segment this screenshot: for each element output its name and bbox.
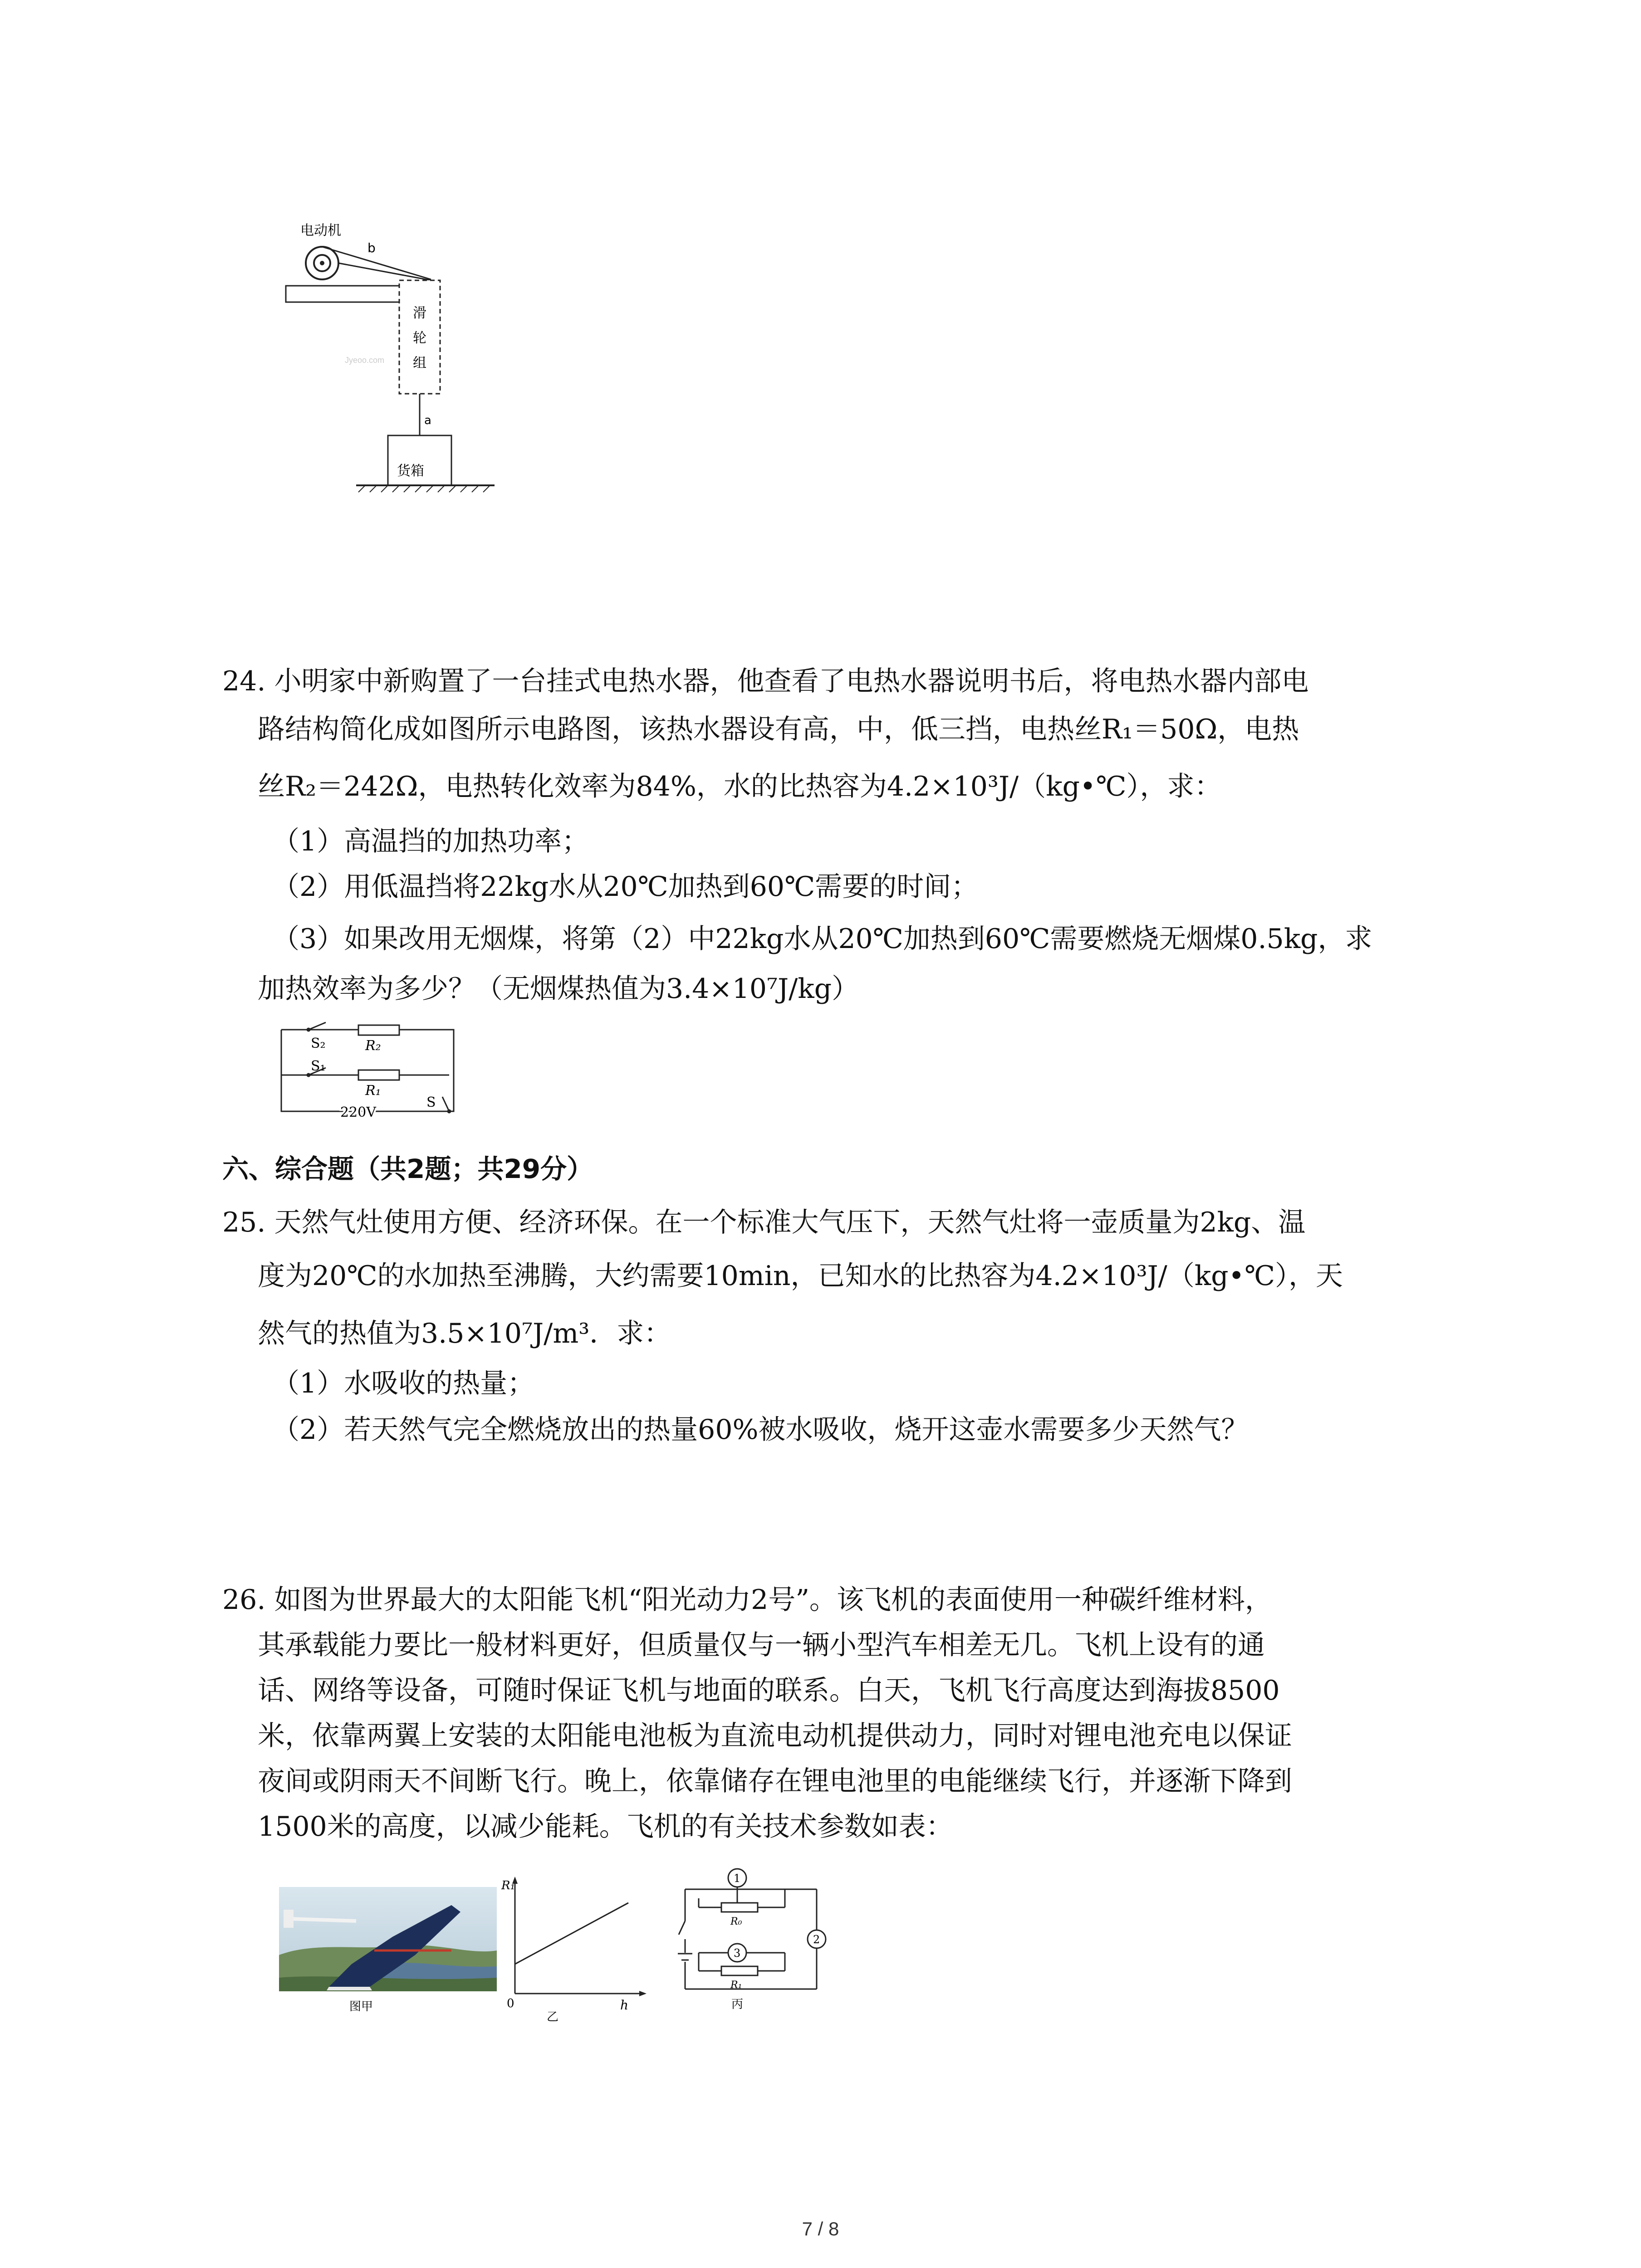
heater-circuit-diagram [272,1021,463,1120]
q25-line-1: 25. 天然气灶使用方便、经济环保。在一个标准大气压下，天然气灶将一壶质量为2kg、温 [222,1207,1306,1238]
q26-line-2: 其承载能力要比一般材料更好，但质量仅与一辆小型汽车相差无几。飞机上设有的通 [258,1629,1265,1661]
q25-line-3: 然气的热值为3.5×10⁷J/m³．求： [258,1318,671,1349]
graph-line [515,1903,628,1964]
r1-resistor [358,1070,399,1080]
section-heading: 六、综合题（共2题；共29分） [222,1154,593,1184]
q24-line-1: 24. 小明家中新购置了一台挂式电热水器，他查看了电热水器说明书后，将电热水器内部电 [222,665,1309,697]
meter-3-icon [728,1944,746,1962]
s-label: S [426,1095,436,1110]
origin-label: 0 [507,1997,514,2010]
pulley-char-3: 组 [413,355,426,371]
voltage-label: 220V [340,1105,376,1120]
s2-label: S₂ [311,1036,326,1051]
q24-line-5: （2）用低温挡将22kg水从20℃加热到60℃需要的时间； [272,871,979,903]
y-axis-label: R₁ [501,1879,515,1892]
pulley-diagram [272,213,526,503]
q26-line-1: 26. 如图为世界最大的太阳能飞机“阳光动力2号”。该飞机的表面使用一种碳纤维材料， [222,1584,1273,1616]
platform [286,286,413,302]
r2-label: R₂ [365,1038,381,1054]
circuit-caption: 丙 [731,1998,744,2011]
q24-line-2: 路结构简化成如图所示电路图，该热水器设有高，中，低三挡，电热丝R₁＝50Ω，电热 [258,714,1299,745]
q26-line-5: 夜间或阴雨天不间断飞行。晚上，依靠储存在锂电池里的电能继续飞行，并逐渐下降到 [258,1765,1292,1797]
q24-line-3: 丝R₂＝242Ω，电热转化效率为84%，水的比热容为4.2×10³J/（kg•℃），求： [258,771,1222,802]
q24-line-7: 加热效率为多少？（无烟煤热值为3.4×10⁷J/kg） [258,973,859,1005]
graph-caption: 乙 [547,2010,559,2024]
r1-label-c: R₁ [730,1980,742,1991]
x-axis-label: h [620,1998,629,2013]
r1-resistor-c [721,1966,758,1975]
q25-line-5: （2）若天然气完全燃烧放出的热量60%被水吸收，烧开这壶水需要多少天然气？ [272,1414,1249,1446]
meter-2-icon [808,1930,826,1948]
r2-resistor [358,1025,399,1035]
s1-label: S₁ [311,1058,326,1074]
q25-line-2: 度为20℃的水加热至沸腾，大约需要10min，已知水的比热容为4.2×10³J/（kg•℃），天 [258,1260,1343,1292]
meter-1-label: 1 [734,1872,741,1885]
q24-line-4: （1）高温挡的加热功率； [272,826,589,857]
r1-label: R₁ [365,1083,381,1099]
r1-height-graph [497,1871,651,2025]
pulley-char-2: 轮 [413,330,426,346]
battery-icon [678,1953,692,1962]
q26-line-6: 1500米的高度，以减少能耗。飞机的有关技术参数如表： [258,1811,953,1843]
q26-line-3: 话、网络等设备，可随时保证飞机与地面的联系。白天，飞机飞行高度达到海拔8500 [258,1675,1280,1706]
motor-label: 电动机 [300,223,341,239]
rope-a-label: a [424,414,431,427]
switch-icon [679,1921,690,1939]
q24-line-6: （3）如果改用无烟煤，将第（2）中22kg水从20℃加热到60℃需要燃烧无烟煤0.5kg，求 [272,923,1372,955]
rope-b-label: b [367,240,376,255]
meter-1-icon [728,1869,746,1907]
crate-label: 货箱 [397,463,424,479]
motor-icon [306,247,338,279]
r0-resistor [721,1903,758,1912]
page-number: 7 / 8 [802,2218,839,2239]
altimeter-circuit-diagram [667,1862,848,2025]
q26-line-4: 米，依靠两翼上安装的太阳能电池板为直流电动机提供动力，同时对锂电池充电以保证 [258,1720,1292,1752]
solar-plane-photo [279,1887,497,2019]
q25-line-4: （1）水吸收的热量； [272,1368,535,1399]
pulley-char-1: 滑 [413,305,426,321]
switch-s-icon [442,1097,451,1113]
r0-label: R₀ [730,1916,742,1927]
meter-2-label: 2 [813,1933,820,1946]
watermark: Jyeoo.com [345,356,385,365]
meter-3-label: 3 [734,1947,741,1960]
fig-jia-label: 图甲 [349,2000,373,2014]
